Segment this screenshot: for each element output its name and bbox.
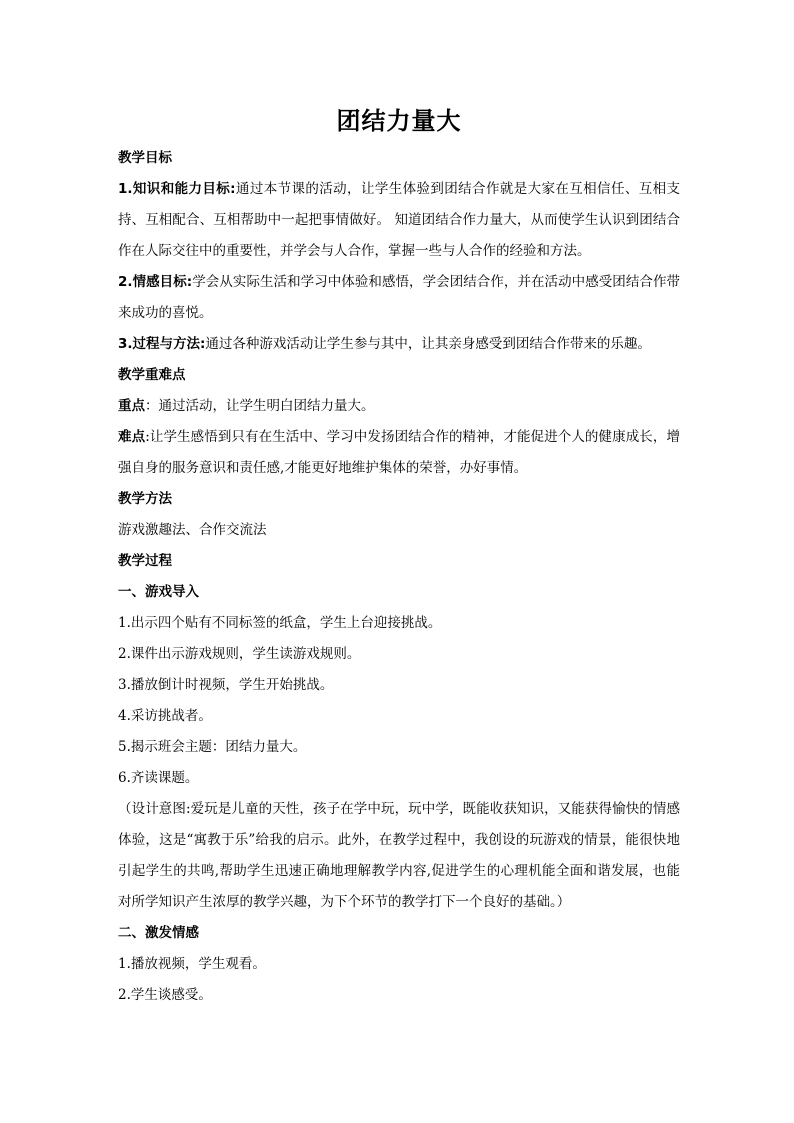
- list-item: 2.学生谈感受。: [118, 987, 212, 1003]
- goal-3: [118, 329, 680, 360]
- difficulty-point: [118, 422, 680, 484]
- section-heading-goals: 教学目标: [118, 150, 172, 166]
- difficulty-text: :让学生感悟到只有在生活中、学习中发扬团结合作的精神，才能促进个人的健康成长，增强自身的服务意识和责任感,才能更好地维护集体的荣誉，办好事情。: [118, 429, 680, 476]
- goal-3-text: 通过各种游戏活动让学生参与其中，让其亲身感受到团结合作带来的乐趣。: [205, 336, 651, 352]
- section-heading-methods: 教学方法: [118, 491, 172, 507]
- document-content: [118, 105, 680, 1011]
- section-heading-keypoints: 教学重难点: [118, 367, 186, 383]
- subsection-heading-game-intro: 一、游戏导入: [118, 584, 199, 600]
- list-item: 3.播放倒计时视频，学生开始挑战。: [118, 677, 334, 693]
- goal-3-label: 3.过程与方法:: [118, 336, 206, 352]
- document-title: 团结力量大: [336, 107, 462, 135]
- methods-text: 游戏激趣法、合作交流法: [118, 522, 267, 538]
- section-heading-process: 教学过程: [118, 553, 172, 569]
- goal-2-label: 2.情感目标:: [118, 274, 193, 290]
- difficulty-label: 难点: [118, 429, 146, 445]
- design-note: （设计意图:爱玩是儿童的天性，孩子在学中玩，玩中学，既能收获知识，又能获得愉快的情感体验，这是“寓教于乐”给我的启示。此外，在教学过程中，我创设的玩游戏的情景，能很快地引起学生的共鸣,帮助学生迅速正确地理解教学内容,促进学生的心理机能全面和谐发展，也能对所学知识产生浓厚的教学兴趣，为下个环节的教学打下一个良好的基础。）: [118, 801, 680, 910]
- goal-1: [118, 174, 680, 267]
- list-item: 6.齐读课题。: [118, 770, 199, 786]
- goal-1-label: 1.知识和能力目标:: [118, 181, 236, 197]
- goal-2-text: 学会从实际生活和学习中体验和感悟，学会团结合作，并在活动中感受团结合作带来成功的喜悦。: [118, 274, 681, 321]
- list-item: 5.揭示班会主题：团结力量大。: [118, 739, 307, 755]
- focus-label: 重点: [118, 398, 145, 414]
- focus-text: ：通过活动，让学生明白团结力量大。: [145, 398, 375, 414]
- subsection-heading-emotion: 二、激发情感: [118, 925, 199, 941]
- goal-1-text: 通过本节课的活动，让学生体验到团结合作就是大家在互相信任、互相支持、互相配合、互相帮助中一起把事情做好。 知道团结合作力量大，从而使学生认识到团结合作在人际交往中的重要性，并学会与人合作，掌握一些与人合作的经验和方法。: [118, 181, 681, 259]
- list-item: 1.播放视频，学生观看。: [118, 956, 266, 972]
- list-item: 4.采访挑战者。: [118, 708, 212, 724]
- focus-point: [118, 391, 680, 422]
- list-item: 2.课件出示游戏规则，学生读游戏规则。: [118, 646, 361, 662]
- list-item: 1.出示四个贴有不同标签的纸盒，学生上台迎接挑战。: [118, 615, 442, 631]
- goal-2: [118, 267, 680, 329]
